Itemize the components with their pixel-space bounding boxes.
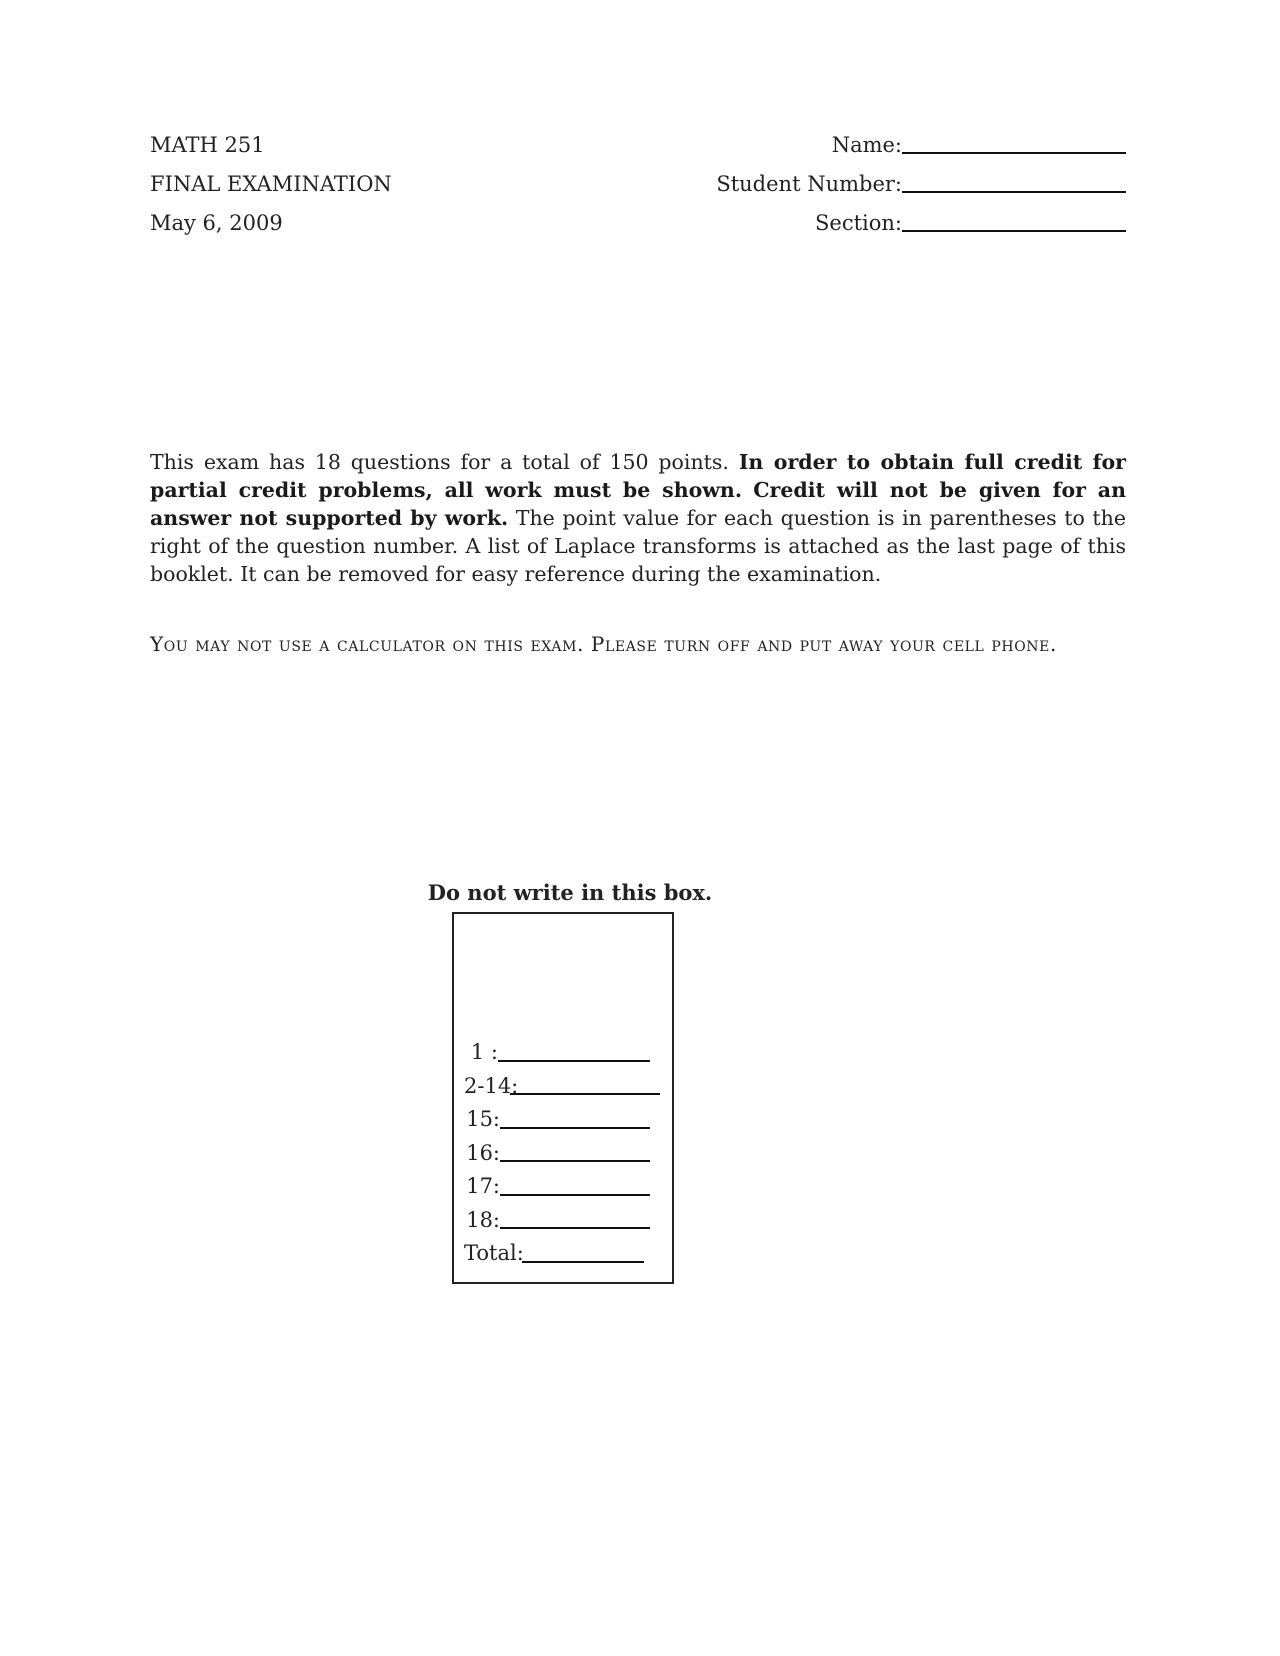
score-label: 2-14: bbox=[464, 1073, 519, 1098]
score-row-q1[interactable] bbox=[464, 1036, 660, 1070]
name-blank[interactable] bbox=[902, 152, 1126, 154]
course-code: MATH 251 bbox=[150, 133, 265, 157]
score-blank[interactable] bbox=[522, 1261, 644, 1263]
exam-date: May 6, 2009 bbox=[150, 211, 283, 235]
score-rows bbox=[464, 1036, 660, 1271]
score-box-title: Do not write in this box. bbox=[427, 880, 713, 905]
score-blank[interactable] bbox=[510, 1093, 660, 1095]
section-label: Section: bbox=[815, 211, 902, 235]
instructions-bold-work: In order to obtain full credit for partial credit problems, all work must be shown. bbox=[150, 450, 1126, 502]
student-info-fields bbox=[716, 126, 1126, 243]
score-row-total[interactable] bbox=[464, 1237, 660, 1271]
student-number-label: Student Number: bbox=[716, 172, 902, 196]
score-row-q17[interactable] bbox=[464, 1170, 660, 1204]
score-blank[interactable] bbox=[498, 1060, 650, 1062]
score-row-q18[interactable] bbox=[464, 1204, 660, 1238]
instructions-intro: This exam has 18 questions for a total of 150 points. bbox=[150, 450, 729, 474]
course-info bbox=[150, 126, 392, 243]
score-label: 1 : bbox=[470, 1040, 498, 1064]
score-row-q16[interactable] bbox=[464, 1137, 660, 1171]
score-blank[interactable] bbox=[500, 1160, 650, 1162]
score-row-q15[interactable] bbox=[464, 1103, 660, 1137]
score-label: 15: bbox=[466, 1107, 500, 1131]
score-row-q2-14[interactable] bbox=[464, 1070, 660, 1104]
score-box bbox=[452, 912, 674, 1284]
score-label: 17: bbox=[466, 1174, 500, 1198]
student-number-field[interactable] bbox=[716, 165, 1126, 204]
score-label: Total: bbox=[464, 1241, 524, 1265]
calculator-warning: You may not use a calculator on this exam. Please turn off and put away your cell phone. bbox=[150, 632, 1057, 656]
score-blank[interactable] bbox=[500, 1127, 650, 1129]
instructions-bold-credit: Credit will not be given for an answer not supported by work. bbox=[150, 478, 1126, 530]
section-blank[interactable] bbox=[902, 230, 1126, 232]
score-label: 18: bbox=[466, 1207, 500, 1232]
student-number-blank[interactable] bbox=[902, 191, 1126, 193]
exam-title: FINAL EXAMINATION bbox=[150, 172, 392, 196]
instructions-rest: The point value for each question is in parentheses to the right of the question number. A list of Laplace transforms is attached as the last page of this booklet. It can be removed for easy reference during the examination. bbox=[150, 506, 1126, 586]
score-label: 16: bbox=[466, 1140, 500, 1165]
instructions-paragraph bbox=[150, 448, 1126, 588]
name-field[interactable] bbox=[716, 126, 1126, 165]
score-blank[interactable] bbox=[500, 1194, 650, 1196]
name-label: Name: bbox=[831, 133, 902, 157]
score-blank[interactable] bbox=[500, 1227, 650, 1229]
section-field[interactable] bbox=[716, 204, 1126, 243]
